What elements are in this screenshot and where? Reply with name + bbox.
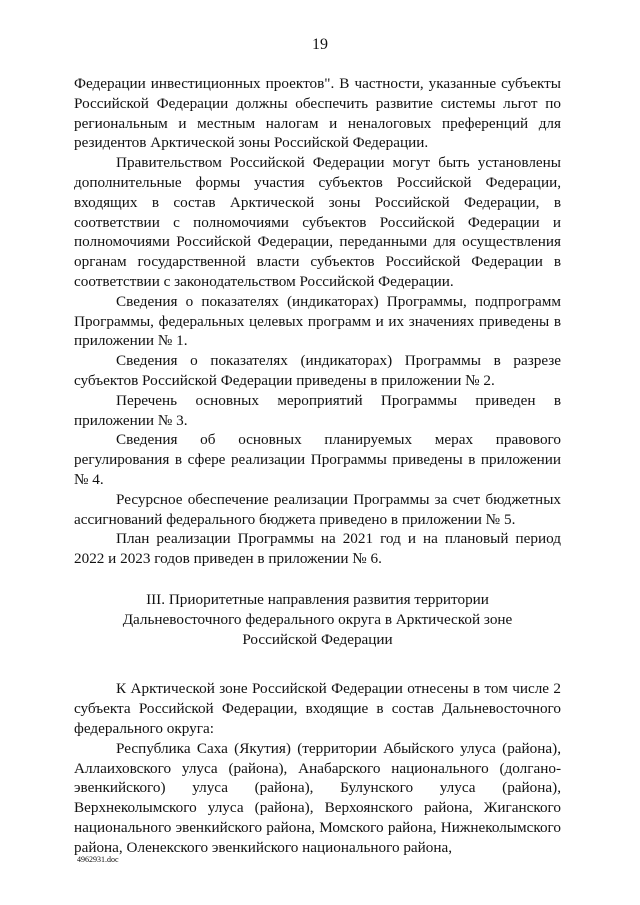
- paragraph: Сведения о показателях (индикаторах) Программы, подпрограмм Программы, федеральных целевых программ и их значениях приведены в приложении № 1.: [74, 292, 561, 350]
- paragraph: Сведения об основных планируемых мерах правового регулирования в сфере реализации Программы приведены в приложении № 4.: [74, 431, 561, 488]
- section-heading-line: Дальневосточного федерального округа в Арктической зоне: [122, 610, 513, 628]
- section-heading: [74, 590, 561, 649]
- footer-file-code: 4962931.doc: [77, 855, 119, 864]
- paragraph-continued: Федерации инвестиционных проектов". В частности, указанные субъекты Российской Федерации должны обеспечить развитие системы льгот по региональным и местным налогам и неналоговых преференций для резидентов Арктической зоны Российской Федерации.: [74, 75, 561, 152]
- paragraph: Правительством Российской Федерации могут быть установлены дополнительные формы участия субъектов Российской Федерации, входящих в состав Арктической зоны Российской Федерации, в соответствии с полномочиями субъектов Российской Федерации и полномочиями Российской Федерации, переданными для осуществления органам государственной власти субъектов Российской Федерации в соответствии с законодательством Российской Федерации.: [74, 154, 561, 290]
- section-heading-line: Российской Федерации: [242, 630, 393, 648]
- paragraph: Перечень основных мероприятий Программы приведен в приложении № 3.: [74, 391, 561, 429]
- document-body: [74, 74, 561, 857]
- paragraph: Республика Саха (Якутия) (территории Абыйского улуса (района), Аллаиховского улуса (района), Анабарского национального (долгано-эвенкийского) улуса (района), Булунского улуса (района), Верхнеколымского улуса (района), Верхоянского района, Жиганского национального эвенкийского района, Момского района, Нижнеколымского района, Оленекского эвенкийского национального района,: [74, 739, 561, 856]
- page-number: 19: [312, 36, 328, 53]
- paragraph: Ресурсное обеспечение реализации Программы за счет бюджетных ассигнований федерального бюджета приведено в приложении № 5.: [74, 490, 561, 528]
- section-heading-line: III. Приоритетные направления развития территории: [146, 590, 489, 608]
- paragraph: К Арктической зоне Российской Федерации отнесены в том числе 2 субъекта Российской Федерации, входящие в состав Дальневосточного федерального округа:: [74, 680, 561, 737]
- paragraph: Сведения о показателях (индикаторах) Программы в разрезе субъектов Российской Федерации приведены в приложении № 2.: [74, 352, 561, 389]
- paragraph: План реализации Программы на 2021 год и на плановый период 2022 и 2023 годов приведен в приложении № 6.: [74, 530, 561, 568]
